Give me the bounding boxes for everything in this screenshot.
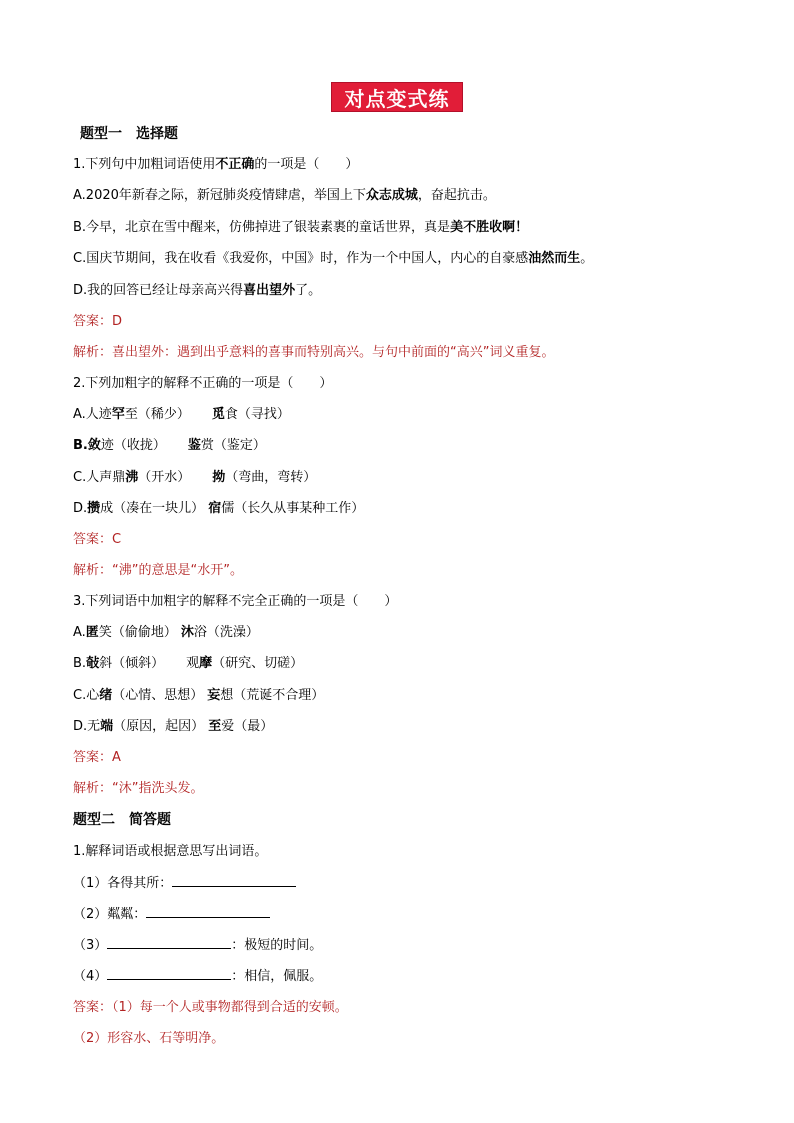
question-4-answer-1: 答案：（1）每一个人或事物都得到合适的安顿。 xyxy=(73,1000,348,1015)
question-2-option-a: A.人迹罕至（稀少） 觅食（寻找） xyxy=(73,407,290,422)
question-2-option-d: D.攒成（凑在一块儿） 宿儒（长久从事某种工作） xyxy=(73,501,365,516)
question-3-analysis: 解析：“沐”指洗头发。 xyxy=(73,781,204,796)
question-4-item-4: （4） ：相信，佩服。 xyxy=(73,969,323,984)
question-1-stem: 1.下列句中加粗词语使用不正确的一项是（ ） xyxy=(73,157,359,172)
question-2-option-c: C.人声鼎沸（开水） 拗（弯曲，弯转） xyxy=(73,470,317,485)
question-4-answer-2: （2）形容水、石等明净。 xyxy=(73,1031,225,1046)
question-3-option-c: C.心绪（心情、思想） 妄想（荒诞不合理） xyxy=(73,688,325,703)
answer-blank[interactable] xyxy=(146,905,270,918)
question-1-answer: 答案：D xyxy=(73,314,123,329)
question-1-analysis: 解析：喜出望外：遇到出乎意料的喜事而特别高兴。与句中前面的“高兴”词义重复。 xyxy=(73,345,555,360)
question-1-option-a: A.2020年新春之际，新冠肺炎疫情肆虐，举国上下众志成城，奋起抗击。 xyxy=(73,188,496,203)
answer-blank[interactable] xyxy=(172,874,296,887)
question-3-answer: 答案：A xyxy=(73,750,121,765)
question-4-stem: 1.解释词语或根据意思写出词语。 xyxy=(73,844,268,859)
question-1-option-b: B.今早，北京在雪中醒来，仿佛掉进了银装素裹的童话世界，真是美不胜收啊！ xyxy=(73,220,529,235)
answer-blank[interactable] xyxy=(107,967,231,980)
page-title-banner: 对点变式练 xyxy=(331,82,463,112)
section-heading-short-answer: 题型二 简答题 xyxy=(73,812,171,828)
question-2-answer: 答案：C xyxy=(73,532,122,547)
question-3-stem: 3.下列词语中加粗字的解释不完全正确的一项是（ ） xyxy=(73,594,398,609)
question-1-option-d: D.我的回答已经让母亲高兴得喜出望外了。 xyxy=(73,283,322,298)
question-4-item-2: （2）粼粼： xyxy=(73,905,270,924)
question-3-option-a: A.匿笑（偷偷地） 沐浴（洗澡） xyxy=(73,625,259,640)
question-1-option-c: C.国庆节期间，我在收看《我爱你，中国》时，作为一个中国人，内心的自豪感油然而生。 xyxy=(73,251,594,266)
question-2-analysis: 解析：“沸”的意思是“水开”。 xyxy=(73,563,243,578)
question-3-option-b: B.敧斜（倾斜） 观摩（研究、切磋） xyxy=(73,656,304,671)
question-4-item-1: （1）各得其所： xyxy=(73,874,296,893)
question-4-item-3: （3） ：极短的时间。 xyxy=(73,938,323,953)
question-2-stem: 2.下列加粗字的解释不正确的一项是（ ） xyxy=(73,376,333,391)
question-2-option-b: B.敛迹（收拢） 鉴赏（鉴定） xyxy=(73,438,266,453)
question-3-option-d: D.无端（原因，起因） 至爱（最） xyxy=(73,719,274,734)
answer-blank[interactable] xyxy=(107,936,231,949)
section-heading-choice: 题型一 选择题 xyxy=(80,126,178,142)
